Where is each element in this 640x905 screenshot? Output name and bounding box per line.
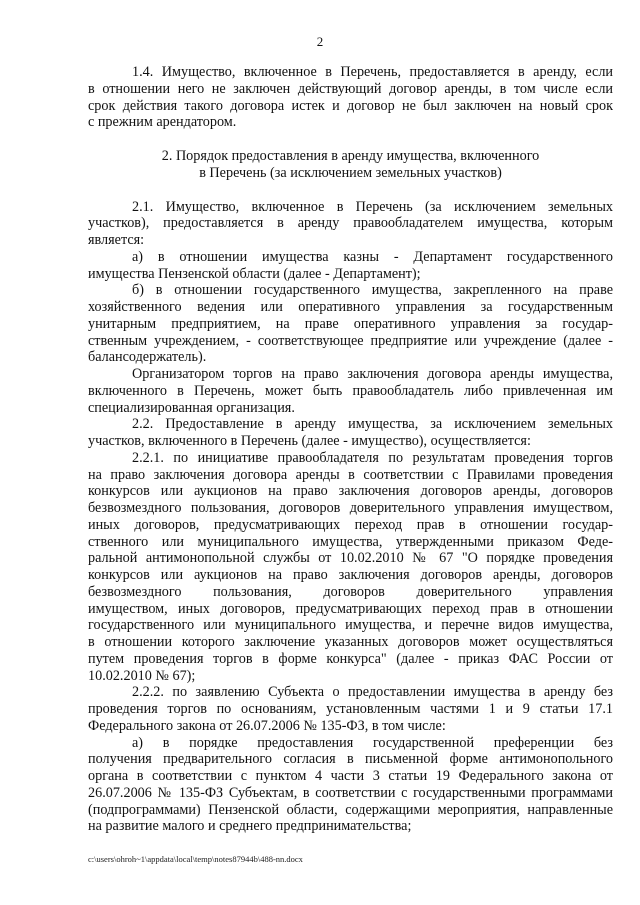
text-line: 2.2.1. по инициативе правообладателя по результатам проведения торгов (132, 449, 613, 466)
text-line: включенного в Перечень, может быть правообладатель либо привлеченная им (88, 382, 613, 399)
text-line: срок действия такого договора истек и договор не был заключен на новый срок (88, 97, 613, 114)
text-line: государственного или муниципального имущества, и перечне видов имущества, (88, 617, 613, 634)
text-line: балансодержатель). (88, 349, 207, 366)
text-line: 1.4. Имущество, включенное в Перечень, предоставляется в аренду, если (132, 64, 613, 80)
text-line: в отношении него не заключен действующий договор аренды, в том числе если (88, 80, 613, 97)
text-line: иных договоров, предусматривающих переход прав в отношении государ- (88, 516, 613, 533)
text-line: имуществом, иных договоров, предусматривающих переход прав в отношении (88, 600, 613, 617)
section-heading-line: 2. Порядок предоставления в аренду имущества, включенного (161, 148, 540, 164)
text-line: а) в отношении имущества казны - Департамент государственного (132, 248, 613, 265)
text-line: безвозмездного пользования, договоров доверительного управления (88, 583, 613, 600)
file-path-footer: c:\users\ohroh~1\appdata\local\temp\notes87944b\488-nn.docx (88, 854, 303, 864)
text-line: путем проведения торгов в форме конкурса" (далее - приказ ФАС России от (88, 650, 613, 667)
text-line: Организатором торгов на право заключения договора аренды имущества, (132, 366, 613, 382)
text-line: (подпрограммами) Пензенской области, содержащими мероприятия, направленные (88, 801, 613, 818)
text-line: имущества Пензенской области (далее - Департамент); (88, 265, 421, 282)
section-heading-line: в Перечень (за исключением земельных участков) (199, 164, 502, 181)
text-line: Федерального закона от 26.07.2006 № 135-ФЗ, в том числе: (88, 717, 446, 734)
text-line: безвозмездного пользования, договоров доверительного управления имуществом, (88, 500, 613, 516)
text-line: получения предварительного согласия в письменной форме антимонопольного (88, 751, 613, 768)
text-line: 26.07.2006 № 135-ФЗ Субъектам, в соответствии с государственными программами (88, 784, 613, 801)
document-body (88, 64, 613, 835)
text-line: органа в соответствии с пунктом 4 части 3 статьи 19 Федерального закона от (88, 768, 613, 784)
text-line: 2.2.2. по заявлению Субъекта о предоставлении имущества в аренду без (132, 684, 613, 701)
text-line: специализированная организация. (88, 399, 295, 416)
text-line: участков), предоставляется в аренду правообладателем имущества, которым (88, 215, 613, 232)
text-line: конкурсов или аукционов на право заключения договоров аренды, договоров (88, 483, 613, 500)
text-line: а) в порядке предоставления государственной преференции без (132, 734, 613, 751)
text-line: хозяйственного ведения или оперативного управления за государственным (88, 299, 613, 315)
text-line: является: (88, 232, 145, 248)
text-line: ственным учреждением, - соответствующее предприятие или учреждение (далее - (88, 332, 613, 349)
text-line: 2.2. Предоставление в аренду имущества, за исключением земельных (132, 416, 613, 433)
text-line: в отношении которого заключение указанных договоров может осуществляться (88, 634, 613, 650)
text-line: на право заключения договора аренды в соответствии с Правилами проведения (88, 466, 613, 483)
text-line: с прежним арендатором. (88, 114, 237, 131)
text-line: конкурсов или аукционов на право заключения договоров аренды, договоров (88, 567, 613, 583)
page-number: 2 (316, 34, 324, 49)
text-line: на развитие малого и среднего предпринимательства; (88, 818, 412, 835)
text-line: ральной антимонопольной службы от 10.02.2010 № 67 "О порядке проведения (88, 550, 613, 567)
text-line: 2.1. Имущество, включенное в Перечень (за исключением земельных (132, 198, 613, 215)
text-line: б) в отношении государственного имущества, закрепленного на праве (132, 282, 613, 299)
text-line: унитарным предприятием, на праве оперативного управления за государ- (88, 315, 613, 332)
text-line: 10.02.2010 № 67); (88, 667, 196, 684)
text-line: проведения торгов по основаниям, установленным частями 1 и 9 статьи 17.1 (88, 701, 613, 717)
text-line: участков, включенного в Перечень (далее - имущество), осуществляется: (88, 433, 531, 449)
text-line: ственного или муниципального имущества, утвержденными приказом Феде- (88, 533, 613, 550)
